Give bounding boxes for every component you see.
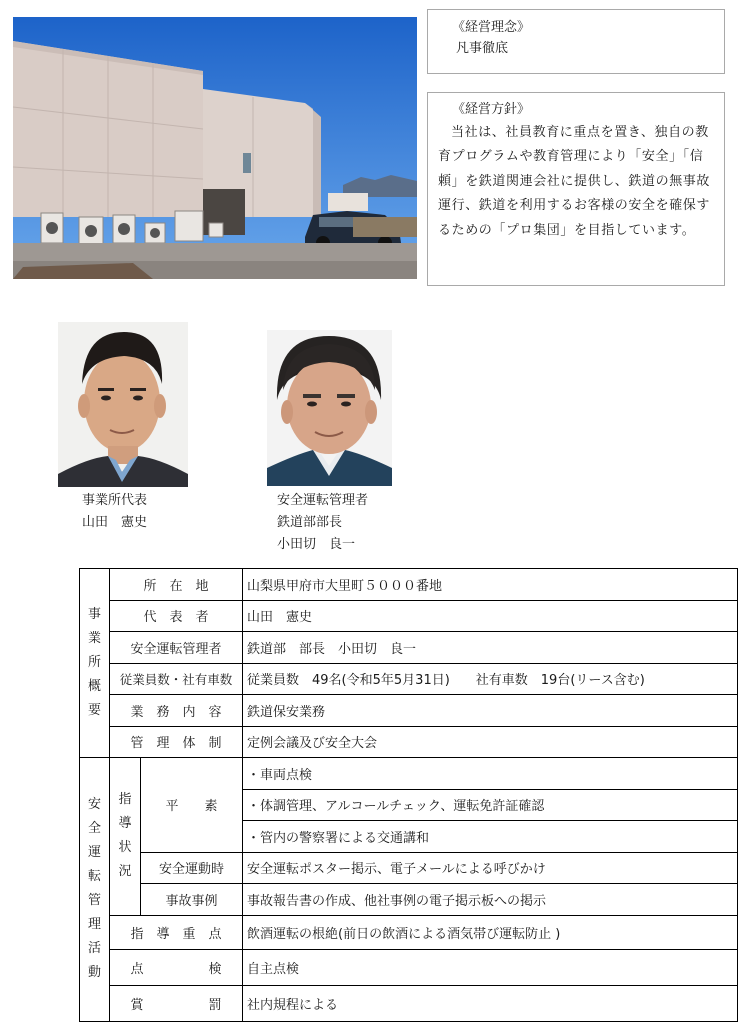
guidance-focus-value: 飲酒運転の根絶(前日の飲酒による酒気帯び運転防止 ) bbox=[243, 915, 738, 949]
normal-item: ・体調管理、アルコールチェック、運転免許証確認 bbox=[243, 789, 738, 821]
representative-value: 山田 憲史 bbox=[243, 600, 738, 632]
table-row bbox=[80, 695, 738, 727]
table-row bbox=[80, 949, 738, 985]
table-row bbox=[80, 569, 738, 601]
table-row bbox=[80, 915, 738, 949]
representative-name: 山田 憲史 bbox=[82, 515, 148, 530]
representative-label: 代 表 者 bbox=[110, 600, 243, 632]
normal-times-label: 平 素 bbox=[141, 758, 243, 853]
guidance-status-label: 指 導 状 況 bbox=[110, 758, 141, 916]
management-policy-box bbox=[427, 92, 725, 286]
staff-value: 従業員数 49名(令和5年5月31日) 社有車数 19台(リース含む) bbox=[243, 663, 738, 695]
philosophy-title: 《経営理念》 bbox=[452, 20, 531, 35]
inspection-value: 自主点検 bbox=[243, 949, 738, 985]
business-label: 業 務 内 容 bbox=[110, 695, 243, 727]
safety-activity-label: 安 全 運 転 管 理 活 動 bbox=[80, 758, 110, 1022]
management-philosophy-box bbox=[427, 9, 725, 74]
table-row bbox=[80, 758, 738, 790]
policy-title: 《経営方針》 bbox=[452, 102, 531, 117]
table-row bbox=[80, 663, 738, 695]
accident-cases-label: 事故事例 bbox=[141, 884, 243, 916]
management-system-value: 定例会議及び安全大会 bbox=[243, 726, 738, 758]
inspection-label: 点 検 bbox=[110, 949, 243, 985]
table-row bbox=[80, 884, 738, 916]
office-building-photo bbox=[13, 17, 417, 279]
office-overview-table bbox=[79, 568, 738, 1022]
table-row bbox=[80, 632, 738, 664]
safety-manager-portrait bbox=[267, 330, 392, 486]
safety-manager-dept: 鉄道部部長 bbox=[277, 515, 343, 530]
staff-label: 従業員数・社有車数 bbox=[110, 663, 243, 695]
normal-item: ・車両点検 bbox=[243, 758, 738, 790]
location-value: 山梨県甲府市大里町５０００番地 bbox=[243, 569, 738, 601]
philosophy-body: 凡事徹底 bbox=[456, 41, 509, 56]
business-value: 鉄道保安業務 bbox=[243, 695, 738, 727]
safety-manager-value: 鉄道部 部長 小田切 良一 bbox=[243, 632, 738, 664]
guidance-focus-label: 指 導 重 点 bbox=[110, 915, 243, 949]
policy-body: 当社は、社員教育に重点を置き、独自の教育プログラムや教育管理により「安全」「信頼」を鉄道関連会社に提供し、鉄道の無事故運行、鉄道を利用するお客様の安全を確保するための「プロ集団」を目指しています。 bbox=[438, 125, 711, 238]
office-overview-label: 事 業 所 概 要 bbox=[80, 569, 110, 758]
safety-manager-name: 小田切 良一 bbox=[277, 537, 356, 552]
safety-campaign-value: 安全運転ポスター掲示、電子メールによる呼びかけ bbox=[243, 852, 738, 884]
representative-role: 事業所代表 bbox=[82, 493, 148, 508]
safety-manager-caption bbox=[277, 490, 368, 556]
table-row bbox=[80, 726, 738, 758]
reward-punishment-value: 社内規程による bbox=[243, 985, 738, 1021]
accident-cases-value: 事故報告書の作成、他社事例の電子掲示板への掲示 bbox=[243, 884, 738, 916]
table-row bbox=[80, 852, 738, 884]
location-label: 所 在 地 bbox=[110, 569, 243, 601]
table-row bbox=[80, 985, 738, 1021]
safety-campaign-label: 安全運動時 bbox=[141, 852, 243, 884]
table-row bbox=[80, 600, 738, 632]
safety-manager-role: 安全運転管理者 bbox=[277, 493, 369, 508]
normal-item: ・管内の警察署による交通講和 bbox=[243, 821, 738, 853]
management-system-label: 管 理 体 制 bbox=[110, 726, 243, 758]
representative-portrait bbox=[58, 322, 188, 487]
reward-punishment-label: 賞 罰 bbox=[110, 985, 243, 1021]
safety-manager-label: 安全運転管理者 bbox=[110, 632, 243, 664]
representative-caption bbox=[82, 490, 147, 534]
